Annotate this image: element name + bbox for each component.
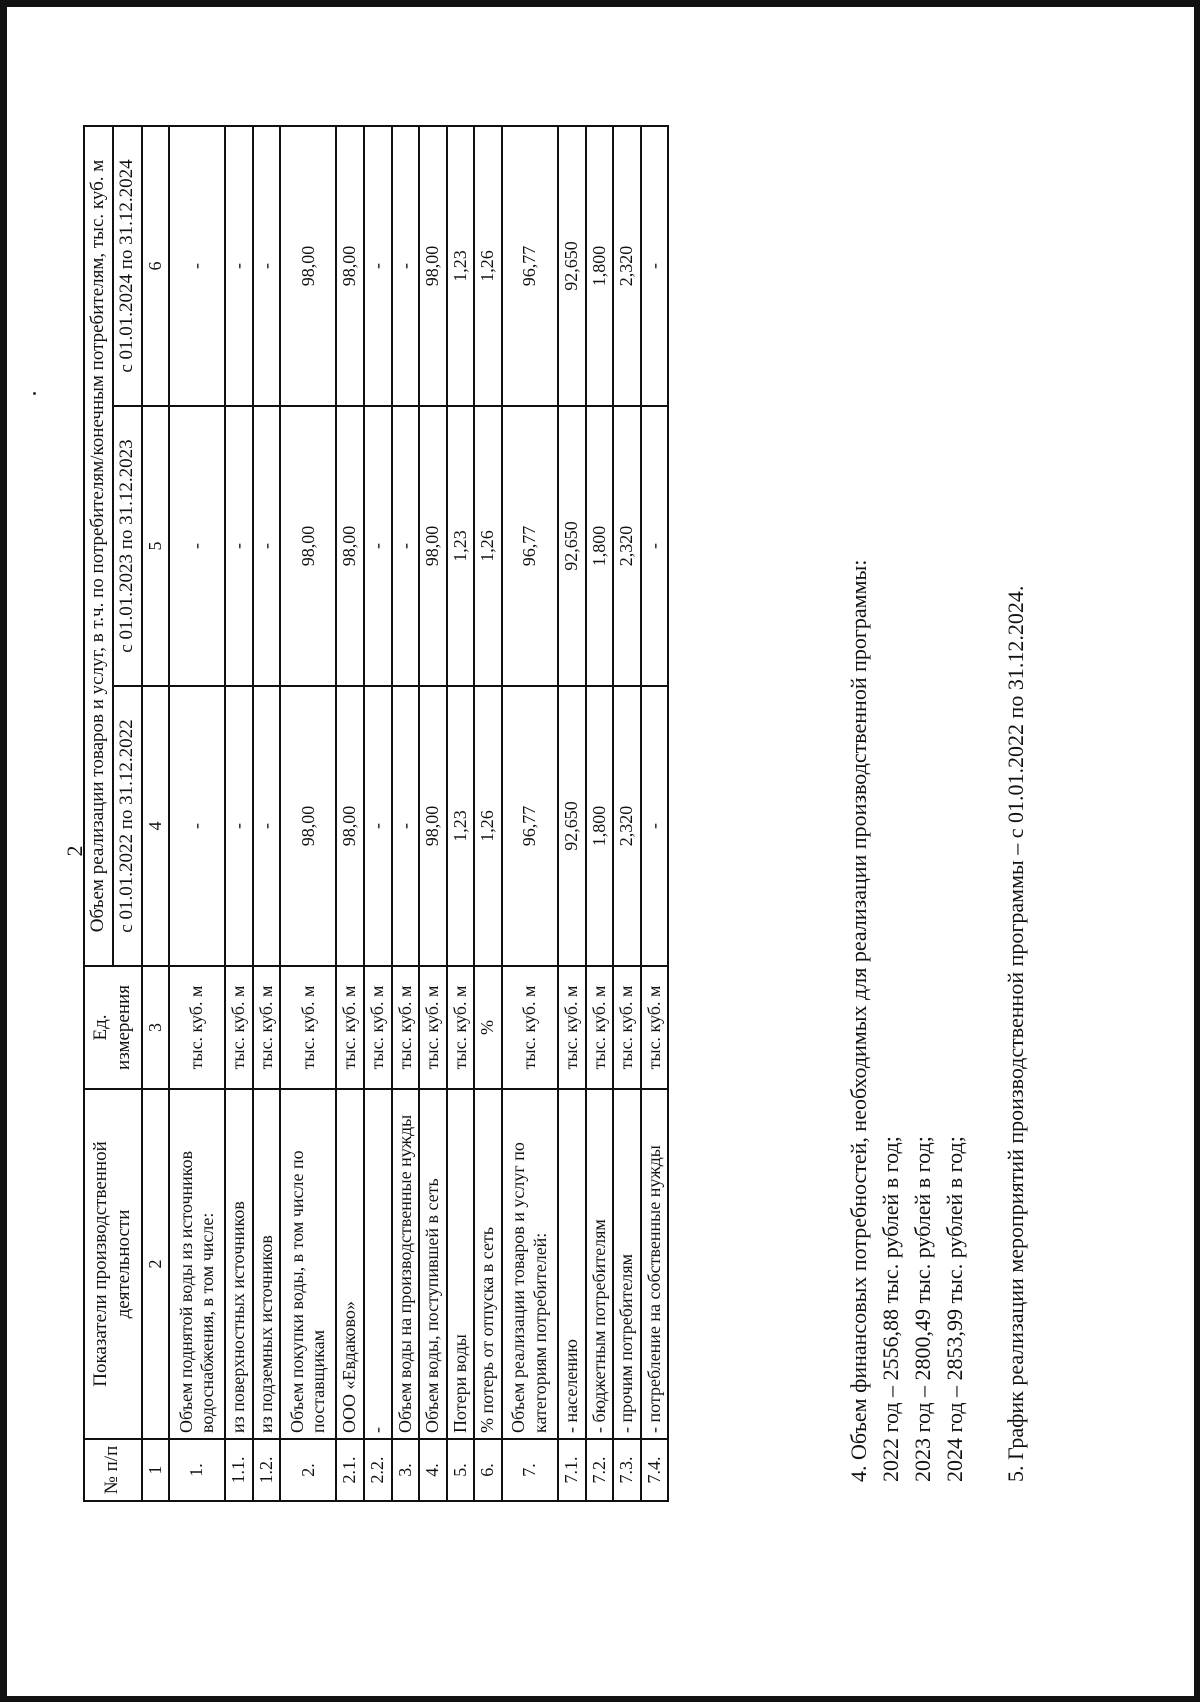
row-indicator: из поверхностных источников: [225, 1089, 253, 1439]
row-indicator: - бюджетным потребителям: [586, 1089, 614, 1439]
row-value-2022: 92,650: [558, 686, 586, 966]
table-row: [253, 126, 281, 1501]
header-indicator: Показатели производственной деятельности: [84, 1089, 142, 1439]
header-period-2024: с 01.01.2024 по 31.12.2024: [113, 126, 142, 406]
row-unit: тыс. куб. м: [613, 966, 641, 1089]
row-unit: тыс. куб. м: [169, 966, 225, 1089]
row-num: 5.: [447, 1439, 475, 1501]
header-period-2022: с 01.01.2022 по 31.12.2022: [113, 686, 142, 966]
row-value-2024: -: [225, 126, 253, 406]
row-num: 1.2.: [253, 1439, 281, 1501]
row-value-2022: -: [169, 686, 225, 966]
row-num: 7.1.: [558, 1439, 586, 1501]
row-value-2023: 1,26: [474, 406, 502, 686]
schedule-text: 5. График реализации мероприятий производственной программы – с 01.01.2022 по 31.12.2024.: [1003, 585, 1028, 1482]
row-value-2022: 1,26: [474, 686, 502, 966]
financing-section: [843, 560, 971, 1482]
table-row: [280, 126, 336, 1501]
row-unit: тыс. куб. м: [336, 966, 364, 1089]
row-indicator: % потерь от отпуска в сеть: [474, 1089, 502, 1439]
col-number: 2: [142, 1089, 170, 1439]
header-volume-group: Объем реализации товаров и услуг, в т.ч. по потребителям/конечным потребителям, тыс. куб. м: [84, 126, 113, 966]
table-row: [392, 126, 420, 1501]
row-value-2023: -: [641, 406, 669, 686]
row-value-2022: 1,800: [586, 686, 614, 966]
table-row: [364, 126, 392, 1501]
table-row: [419, 126, 447, 1501]
col-number: 6: [142, 126, 170, 406]
row-unit: тыс. куб. м: [225, 966, 253, 1089]
financing-line-2024: 2024 год – 2853,99 тыс. рублей в год;: [941, 1136, 967, 1482]
row-value-2024: -: [253, 126, 281, 406]
col-number: 1: [142, 1439, 170, 1501]
row-value-2022: -: [641, 686, 669, 966]
row-indicator: - потребление на собственные нужды: [641, 1089, 669, 1439]
table-row: [502, 126, 558, 1501]
table-row: [613, 126, 641, 1501]
row-indicator: Потери воды: [447, 1089, 475, 1439]
row-value-2022: 1,23: [447, 686, 475, 966]
col-number: 3: [142, 966, 170, 1089]
row-value-2023: 92,650: [558, 406, 586, 686]
row-value-2024: 2,320: [613, 126, 641, 406]
row-unit: тыс. куб. м: [447, 966, 475, 1089]
row-num: 4.: [419, 1439, 447, 1501]
row-value-2024: -: [169, 126, 225, 406]
row-value-2023: 2,320: [613, 406, 641, 686]
row-indicator: ООО «Евдаково»: [336, 1089, 364, 1439]
row-unit: тыс. куб. м: [419, 966, 447, 1089]
row-value-2023: 96,77: [502, 406, 558, 686]
row-num: 7.4.: [641, 1439, 669, 1501]
row-value-2024: 98,00: [280, 126, 336, 406]
row-value-2024: -: [364, 126, 392, 406]
row-value-2024: -: [392, 126, 420, 406]
row-unit: тыс. куб. м: [502, 966, 558, 1089]
row-value-2022: -: [364, 686, 392, 966]
page-number: 2: [62, 845, 87, 857]
row-unit: тыс. куб. м: [641, 966, 669, 1089]
row-value-2023: -: [364, 406, 392, 686]
col-number: 4: [142, 686, 170, 966]
row-unit: тыс. куб. м: [280, 966, 336, 1089]
row-num: 1.: [169, 1439, 225, 1501]
financing-line-2023: 2023 год – 2800,49 тыс. рублей в год;: [909, 1136, 935, 1482]
row-num: 2.: [280, 1439, 336, 1501]
row-value-2024: 1,26: [474, 126, 502, 406]
row-num: 1.1.: [225, 1439, 253, 1501]
header-num: № п/п: [84, 1439, 142, 1501]
row-num: 7.2.: [586, 1439, 614, 1501]
row-value-2024: 98,00: [336, 126, 364, 406]
row-num: 2.1.: [336, 1439, 364, 1501]
row-unit: тыс. куб. м: [364, 966, 392, 1089]
row-value-2022: 2,320: [613, 686, 641, 966]
table-row: [641, 126, 669, 1501]
row-indicator: Объем реализации товаров и услуг по категориям потребителей:: [502, 1089, 558, 1439]
table-row: [225, 126, 253, 1501]
row-value-2024: 1,800: [586, 126, 614, 406]
row-num: 2.2.: [364, 1439, 392, 1501]
row-value-2023: -: [253, 406, 281, 686]
financing-heading: 4. Объем финансовых потребностей, необходимых для реализации производственной программы:: [846, 559, 871, 1482]
row-indicator: -: [364, 1089, 392, 1439]
row-indicator: из подземных источников: [253, 1089, 281, 1439]
header-period-2023: с 01.01.2023 по 31.12.2023: [113, 406, 142, 686]
row-value-2024: 96,77: [502, 126, 558, 406]
table-row: [474, 126, 502, 1501]
row-value-2023: 98,00: [280, 406, 336, 686]
row-value-2022: 96,77: [502, 686, 558, 966]
row-unit: тыс. куб. м: [392, 966, 420, 1089]
row-value-2022: 98,00: [280, 686, 336, 966]
row-indicator: Объем поднятой воды из источников водоснабжения, в том числе:: [169, 1089, 225, 1439]
row-value-2023: 1,800: [586, 406, 614, 686]
row-value-2024: 1,23: [447, 126, 475, 406]
row-unit: %: [474, 966, 502, 1089]
row-unit: тыс. куб. м: [586, 966, 614, 1089]
table-row: [586, 126, 614, 1501]
row-value-2023: 1,23: [447, 406, 475, 686]
table-body: [169, 126, 668, 1501]
row-value-2023: -: [392, 406, 420, 686]
row-unit: тыс. куб. м: [253, 966, 281, 1089]
production-indicators-table: [83, 125, 669, 1502]
table-row: [169, 126, 225, 1501]
table-row: [336, 126, 364, 1501]
financing-line-2022: 2022 год – 2556,88 тыс. рублей в год;: [877, 1136, 903, 1482]
row-value-2022: -: [253, 686, 281, 966]
table-row: [558, 126, 586, 1501]
row-indicator: Объем воды на производственные нужды: [392, 1089, 420, 1439]
row-value-2022: -: [225, 686, 253, 966]
row-value-2023: 98,00: [336, 406, 364, 686]
row-indicator: Объем покупки воды, в том числе по поставщикам: [280, 1089, 336, 1439]
row-value-2024: -: [641, 126, 669, 406]
row-indicator: - населению: [558, 1089, 586, 1439]
col-number: 5: [142, 406, 170, 686]
header-unit: Ед. измерения: [84, 966, 142, 1089]
row-value-2022: 98,00: [336, 686, 364, 966]
row-unit: тыс. куб. м: [558, 966, 586, 1089]
row-value-2024: 98,00: [419, 126, 447, 406]
row-value-2023: -: [225, 406, 253, 686]
row-num: 3.: [392, 1439, 420, 1501]
row-num: 6.: [474, 1439, 502, 1501]
row-value-2022: -: [392, 686, 420, 966]
row-value-2023: 98,00: [419, 406, 447, 686]
row-indicator: - прочим потребителям: [613, 1089, 641, 1439]
row-value-2023: -: [169, 406, 225, 686]
row-num: 7.3.: [613, 1439, 641, 1501]
table-row: [447, 126, 475, 1501]
row-value-2024: 92,650: [558, 126, 586, 406]
row-num: 7.: [502, 1439, 558, 1501]
row-indicator: Объем воды, поступившей в сеть: [419, 1089, 447, 1439]
row-value-2022: 98,00: [419, 686, 447, 966]
